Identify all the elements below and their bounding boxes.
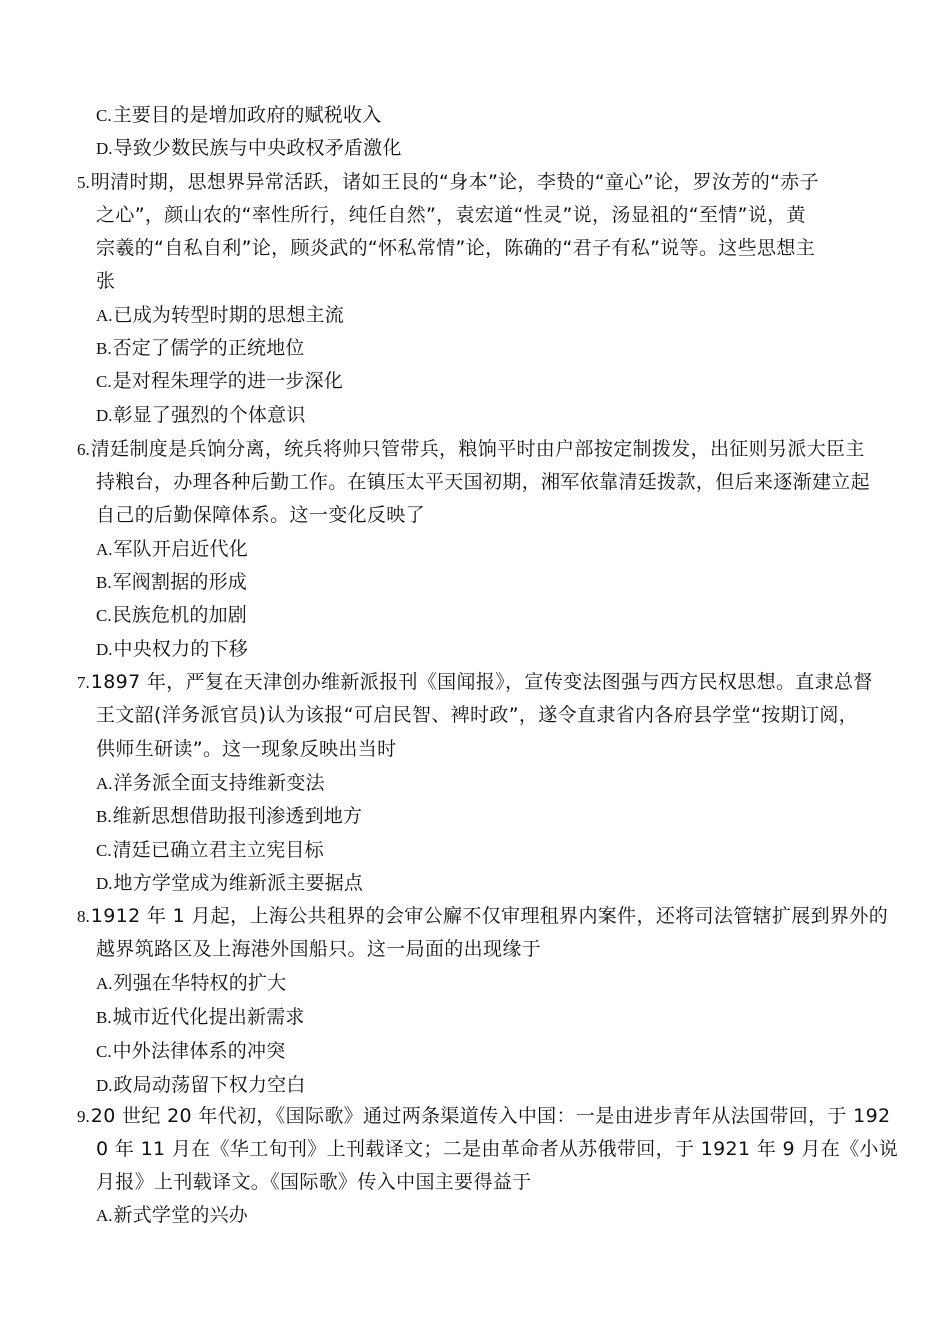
question-8-option-d [96,1070,950,1100]
question-text: 1897 年，严复在天津创办维新派报刊《国闻报》，宣传变法图强与西方民权思想。直隶总督 [90,671,873,693]
question-7-option-c [96,835,950,865]
question-8-option-b [96,1002,950,1032]
option-label: D. [96,874,113,893]
option-d-line [96,133,950,163]
question-text: 宗羲的“自私自利”论，顾炎武的“怀私常情”论，陈确的“君子有私”说等。这些思想主 [96,237,816,259]
question-9-option-a [96,1200,950,1230]
option-text: 新式学堂的兴办 [113,1204,248,1226]
question-5-stem-line-1 [77,167,950,197]
question-6-option-b [96,567,950,597]
option-label: C. [96,841,112,860]
question-6-option-a [96,534,950,564]
question-7-stem-line-1 [77,667,950,697]
question-text: 自己的后勤保障体系。这一变化反映了 [96,504,425,526]
option-text: 洋务派全面支持维新变法 [113,772,325,794]
question-9-stem-line-2 [96,1134,950,1164]
question-7-option-b [96,801,950,831]
question-number: 7. [77,673,90,692]
question-text: 1912 年 1 月起，上海公共租界的会审公廨不仅审理租界内案件，还将司法管辖扩展到界外的 [90,905,889,927]
question-text: 清廷制度是兵饷分离，统兵将帅只管带兵，粮饷平时由户部按定制拨发，出征则另派大臣主 [90,438,865,460]
option-text: 军阀割据的形成 [112,571,247,593]
question-5-stem-line-2 [96,200,950,230]
option-label: A. [96,774,113,793]
option-text: 中央权力的下移 [113,638,248,660]
option-c-line [96,100,950,130]
question-5-option-c [96,366,950,396]
option-text: 已成为转型时期的思想主流 [113,304,344,326]
option-label: B. [96,573,112,592]
option-text: 彰显了强烈的个体意识 [113,404,306,426]
option-text: 中外法律体系的冲突 [112,1040,286,1062]
question-8-stem-line-1 [77,901,950,931]
question-9-stem-line-1 [77,1101,950,1131]
question-6-stem-line-1 [77,434,950,464]
option-text: 列强在华特权的扩大 [113,972,287,994]
question-text: 越界筑路区及上海港外国船只。这一局面的出现缘于 [96,938,542,960]
option-label: D. [96,640,113,659]
option-label: A. [96,306,113,325]
question-7-stem-line-3 [96,734,950,764]
question-text: 持粮台，办理各种后勤工作。在镇压太平天国初期，湘军依靠清廷拨款，但后来逐渐建立起 [96,471,871,493]
option-text: 维新思想借助报刊渗透到地方 [112,805,363,827]
option-text: 是对程朱理学的进一步深化 [112,370,343,392]
option-label: B. [96,807,112,826]
question-6-stem-line-2 [96,467,950,497]
question-6-option-d [96,634,950,664]
option-label: A. [96,540,113,559]
question-5-option-b [96,333,950,363]
question-7-option-a [96,768,950,798]
question-text: 张 [96,270,116,292]
option-label: C. [96,1042,112,1061]
question-6-option-c [96,600,950,630]
question-text: 明清时期，思想界异常活跃，诸如王艮的“身本”论，李贽的“童心”论，罗汝芳的“赤子 [90,171,819,193]
question-6-stem-line-3 [96,500,950,530]
option-label: C. [96,372,112,391]
option-text: 地方学堂成为维新派主要据点 [113,872,364,894]
option-text: 导致少数民族与中央政权矛盾激化 [113,137,402,159]
question-text: 王文韶(洋务派官员)认为该报“可启民智、裨时政”，遂令直隶省内各府县学堂“按期订阅， [96,704,859,726]
question-5-stem-line-4 [96,266,950,296]
question-9-stem-line-3 [96,1167,950,1197]
option-text: 民族危机的加剧 [112,604,247,626]
question-text: 之心”，颜山农的“率性所行，纯任自然”，袁宏道“性灵”说，汤显祖的“至情”说，黄 [96,204,806,226]
option-label: D. [96,406,113,425]
option-label: B. [96,1008,112,1027]
question-text: 供师生研读”。这一现象反映出当时 [96,738,397,760]
question-text: 月报》上刊载译文。《国际歌》传入中国主要得益于 [96,1171,532,1193]
option-text: 主要目的是增加政府的赋税收入 [112,104,382,126]
option-label: A. [96,1206,113,1225]
question-text: 0 年 11 月在《华工旬刊》上刊载译文；二是由革命者从苏俄带回，于 1921 年 9 月在《小说 [96,1138,899,1160]
option-label: C. [96,606,112,625]
question-number: 5. [77,173,90,192]
option-label: D. [96,139,113,158]
option-text: 城市近代化提出新需求 [112,1006,305,1028]
question-5-option-a [96,300,950,330]
question-number: 6. [77,440,90,459]
question-7-option-d [96,868,950,898]
question-number: 9. [77,1107,90,1126]
question-8-option-c [96,1036,950,1066]
option-label: D. [96,1076,113,1095]
question-8-stem-line-2 [96,934,950,964]
question-5-stem-line-3 [96,233,950,263]
option-label: C. [96,106,112,125]
question-8-option-a [96,968,950,998]
option-text: 军队开启近代化 [113,538,248,560]
question-5-option-d [96,400,950,430]
option-text: 政局动荡留下权力空白 [113,1074,306,1096]
option-text: 清廷已确立君主立宪目标 [112,839,324,861]
question-7-stem-line-2 [96,700,950,730]
option-text: 否定了儒学的正统地位 [112,337,305,359]
option-label: B. [96,339,112,358]
option-label: A. [96,974,113,993]
question-number: 8. [77,907,90,926]
question-text: 20 世纪 20 年代初，《国际歌》通过两条渠道传入中国：一是由进步青年从法国带回，于 192 [90,1105,891,1127]
